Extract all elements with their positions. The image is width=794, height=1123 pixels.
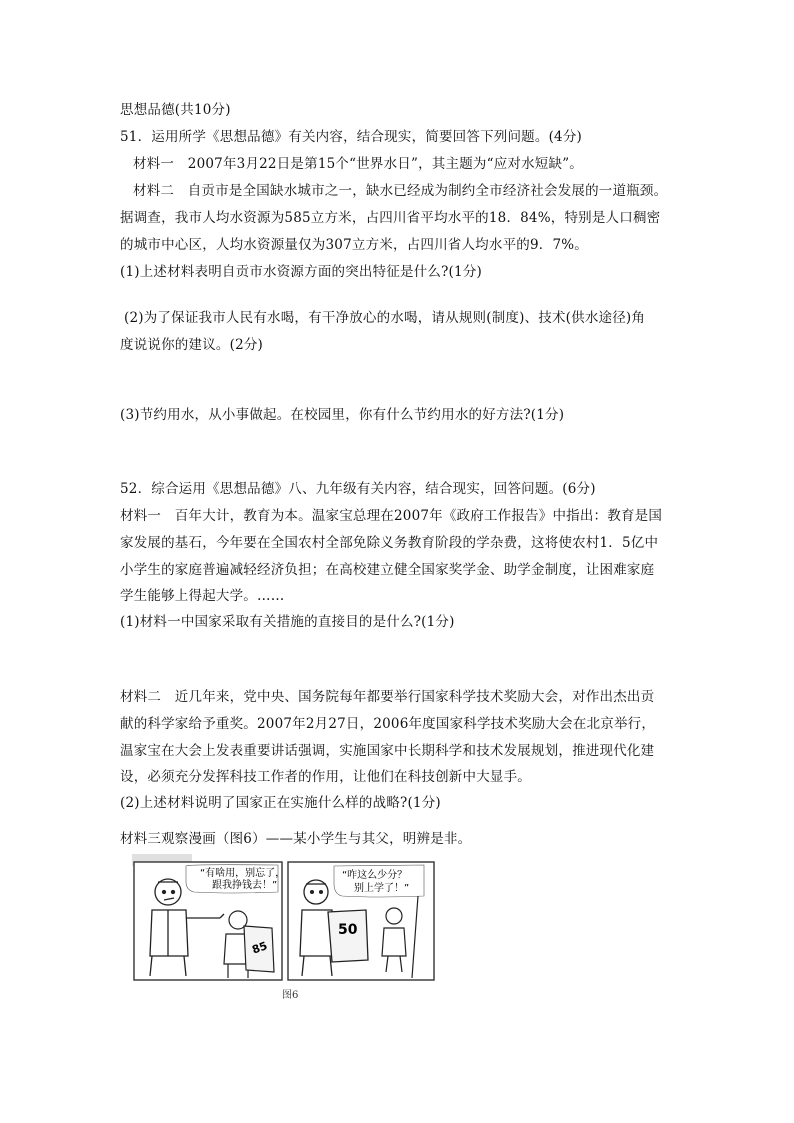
q51-material2-line3: 的城市中心区，人均水资源量仅为307立方米，占四川省人均水平的9．7%。	[120, 237, 588, 253]
q52-sub1: (1)材料一中国家采取有关措施的直接目的是什么?(1分)	[120, 614, 455, 630]
q52-material3: 材料三观察漫画（图6）——某小学生与其父，明辨是非。	[120, 831, 472, 847]
cartoon-panel-1	[134, 862, 285, 980]
panel1-score: 85	[250, 939, 270, 957]
q51-sub2-line1: (2)为了保证我市人民有水喝，有干净放心的水喝，请从规则(制度)、技术(供水途径)角	[124, 310, 646, 326]
panel1-bubble-line2: 跟我挣钱去！”	[212, 880, 278, 891]
figure-caption: 图6	[282, 990, 299, 1001]
panel1-bubble-line1: “有啥用，别忘了，	[200, 868, 286, 879]
panel2-bubble-line1: “咋这么少分？	[342, 870, 408, 881]
section-title: 思想品德(共10分)	[120, 102, 231, 118]
q51-sub3: (3)节约用水，从小事做起。在校园里，你有什么节约用水的好方法?(1分)	[120, 407, 565, 423]
q52-material2-line4: 设，必须充分发挥科技工作者的作用，让他们在科技创新中大显手。	[120, 769, 531, 785]
q51-material2-line1: 材料二 自贡市是全国缺水城市之一，缺水已经成为制约全市经济社会发展的一道瓶颈。	[133, 183, 668, 199]
q52-material1-line2: 家发展的基石，今年要在全国农村全部免除义务教育阶段的学杂费，这将使农村1．5亿中	[120, 535, 659, 551]
panel2-bubble-line2: 别上学了！”	[354, 883, 410, 894]
panel2-score: 50	[338, 922, 358, 938]
q51-stem: 51．运用所学《思想品德》有关内容，结合现实，简要回答下列问题。(4分)	[120, 129, 582, 145]
q52-material2-line1: 材料二 近几年来，党中央、国务院每年都要举行国家科学技术奖励大会，对作出杰出贡	[120, 689, 655, 705]
q52-material1-line4: 学生能够上得起大学。……	[120, 588, 285, 604]
q52-material2-line2: 献的科学家给予重奖。2007年2月27日，2006年度国家科学技术奖励大会在北京举行，	[120, 716, 656, 732]
q52-sub2: (2)上述材料说明了国家正在实施什么样的战略?(1分)	[120, 795, 441, 811]
q51-sub2-line2: 度说说你的建议。(2分)	[120, 337, 264, 353]
q52-stem: 52．综合运用《思想品德》八、九年级有关内容，结合现实，回答问题。(6分)	[120, 481, 596, 497]
q51-sub1: (1)上述材料表明自贡市水资源方面的突出特征是什么?(1分)	[120, 264, 482, 280]
q52-material1-line3: 小学生的家庭普遍减轻经济负担；在高校建立健全国家奖学金、助学金制度，让困难家庭	[120, 562, 655, 578]
q52-material2-line3: 温家宝在大会上发表重要讲话强调，实施国家中长期科学和技术发展规划，推进现代化建	[120, 743, 655, 759]
cartoon-panel-2	[288, 862, 434, 980]
q51-material1: 材料一 2007年3月22日是第15个“世界水日”，其主题为“应对水短缺”。	[133, 156, 584, 172]
q51-material2-line2: 据调查，我市人均水资源为585立方米，占四川省平均水平的18．84%，特别是人口稠密	[120, 210, 661, 226]
cartoon-figure-6	[128, 852, 440, 1002]
q52-material1-line1: 材料一 百年大计，教育为本。温家宝总理在2007年《政府工作报告》中指出：教育是国	[120, 508, 663, 524]
